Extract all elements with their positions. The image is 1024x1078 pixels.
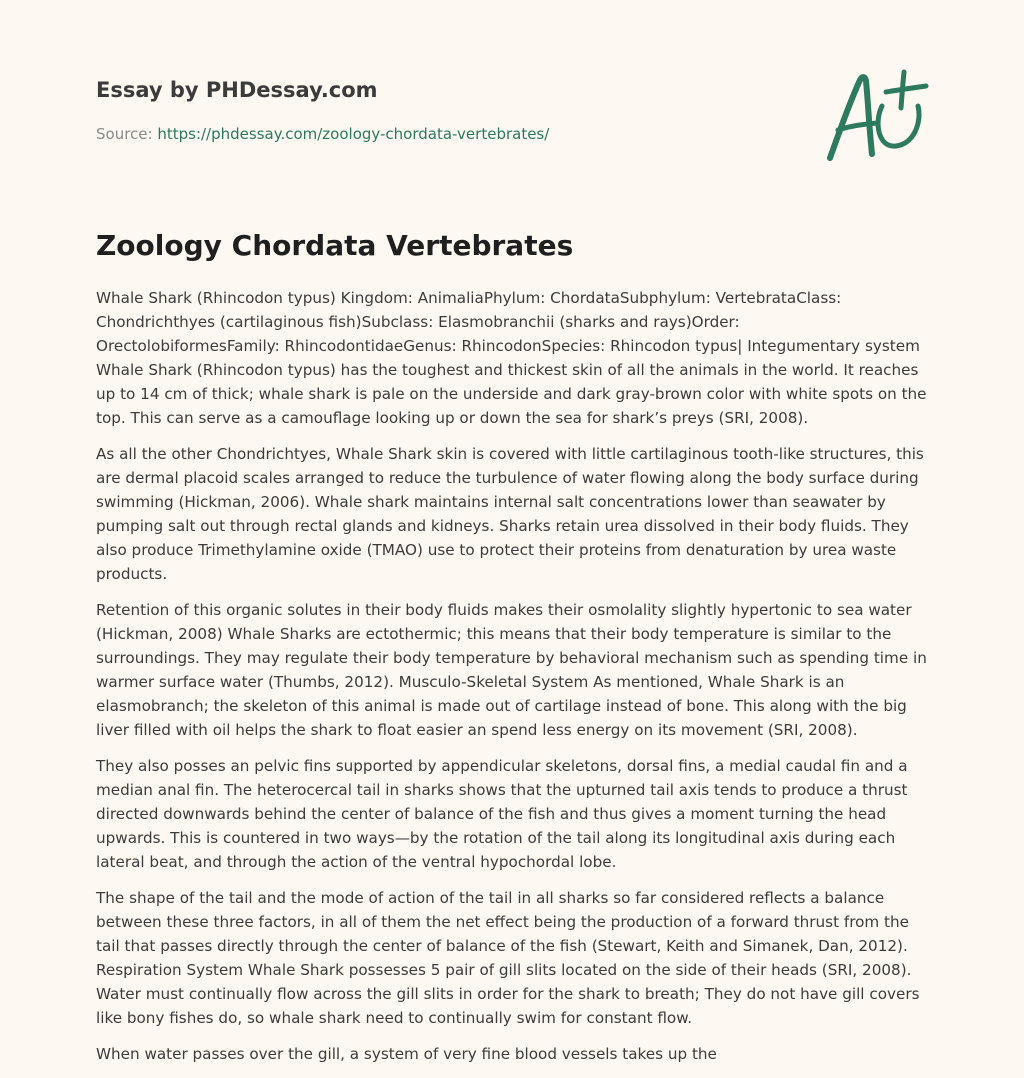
source-line bbox=[96, 124, 796, 144]
essay-header bbox=[96, 76, 796, 144]
essay-paragraph: Retention of this organic solutes in their body fluids makes their osmolality slightly hypertonic to sea water (Hickman, 2008) Whale Sharks are ectothermic; this means that their body temperature is similar to the surroundings. They may regulate their body temperature by behavioral mechanism such as spending time in warmer surface water (Thumbs, 2012). Musculo-Skeletal System As mentioned, Whale Shark is an elasmobranch; the skeleton of this animal is made out of cartilage instead of bone. This along with the big liver filled with oil helps the shark to float easier an spend less energy on its movement (SRI, 2008). bbox=[96, 601, 927, 739]
essay-title: Zoology Chordata Vertebrates bbox=[96, 229, 574, 262]
essay-article bbox=[96, 228, 928, 1078]
essay-paragraph: Whale Shark (Rhincodon typus) Kingdom: AnimaliaPhylum: ChordataSubphylum: VertebrataClass: Chondrichthyes (cartilaginous fish)Subclass: Elasmobranchii (sharks and rays)Order: OrectolobiformesFamily: RhincodontidaeGenus: RhincodonSpecies: Rhincodon typus| Integumentary system Whale Shark (Rhincodon typus) has the toughest and thickest skin of all the animals in the world. It reaches up to 14 cm of thick; whale shark is pale on the underside and dark gray-brown color with white spots on the top. This can serve as a camouflage looking up or down the sea for shark’s preys (SRI, 2008). bbox=[96, 289, 927, 427]
essay-paragraph: They also posses an pelvic fins supported by appendicular skeletons, dorsal fins, a medial caudal fin and a median anal fin. The heterocercal tail in sharks shows that the upturned tail axis tends to produce a thrust directed downwards behind the center of balance of the fish and thus gives a moment turning the head upwards. This is countered in two ways—by the rotation of the tail along its longitudinal axis during each lateral beat, and through the action of the ventral hypochordal lobe. bbox=[96, 757, 908, 871]
site-title: Essay by PHDessay.com bbox=[96, 78, 378, 102]
essay-paragraph: The shape of the tail and the mode of action of the tail in all sharks so far considered reflects a balance between these three factors, in all of them the net effect being the production of a forward thrust from the tail that passes directly through the center of balance of the fish (Stewart, Keith and Simanek, Dan, 2012). Respiration System Whale Shark possesses 5 pair of gill slits located on the side of their heads (SRI, 2008). Water must continually flow across the gill slits in order for the shark to breath; They do not have gill covers like bony fishes do, so whale shark need to continually swim for constant flow. bbox=[96, 889, 920, 1027]
a-plus-logo-icon bbox=[822, 66, 932, 166]
essay-paragraph: When water passes over the gill, a system of very fine blood vessels takes up the bbox=[96, 1045, 717, 1063]
essay-paragraph: As all the other Chondrichtyes, Whale Shark skin is covered with little cartilaginous tooth-like structures, this are dermal placoid scales arranged to reduce the turbulence of water flowing along the body surface during swimming (Hickman, 2006). Whale shark maintains internal salt concentrations lower than seawater by pumping salt out through rectal glands and kidneys. Sharks retain urea dissolved in their body fluids. They also produce Trimethylamine oxide (TMAO) use to protect their proteins from denaturation by urea waste products. bbox=[96, 445, 924, 583]
source-label: Source: bbox=[96, 125, 158, 143]
source-link[interactable]: https://phdessay.com/zoology-chordata-vertebrates/ bbox=[157, 125, 550, 143]
